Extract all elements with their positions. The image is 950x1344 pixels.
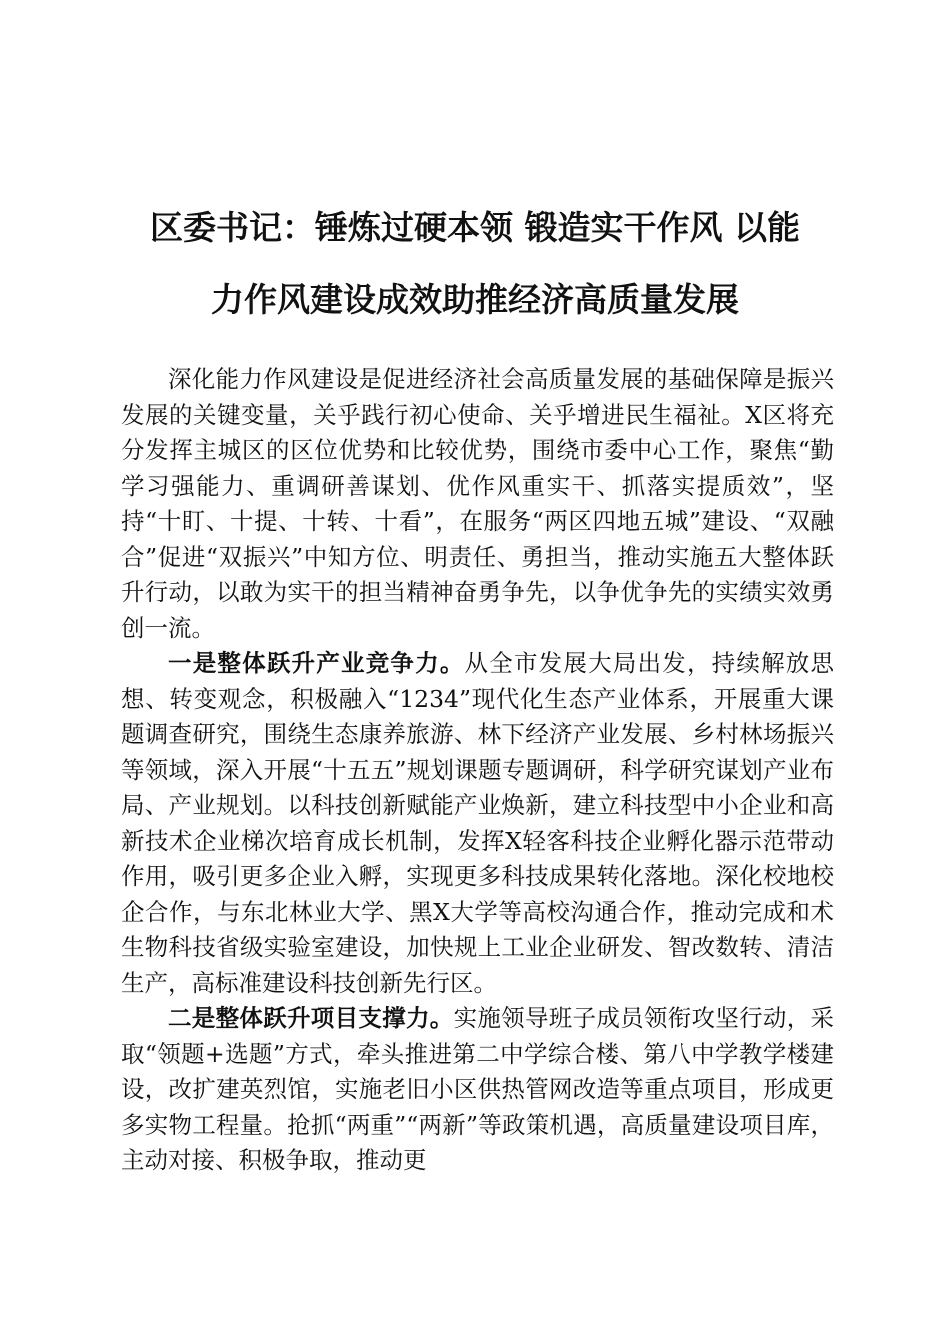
- title-line-1: 区委书记：锤炼过硬本领 锻造实干作风 以能: [150, 208, 800, 248]
- paragraph-lead: 一是整体跃升产业竞争力。: [168, 649, 465, 677]
- paragraph-text: 从全市发展大局出发，持续解放思想、转变观念，积极融入“1234”现代化生态产业体系，开展重大课题调查研究，围绕生态康养旅游、林下经济产业发展、乡村林场振兴等领域，深入开展“十五五”规划课题专题调研，科学研究谋划产业布局、产业规划。以科技创新赋能产业焕新，建立科技型中小企业和高新技术企业梯次培育成长机制，发挥X轻客科技企业孵化器示范带动作用，吸引更多企业入孵，实现更多科技成果转化落地。深化校地校企合作，与东北林业大学、黑X大学等高校沟通合作，推动完成和术生物科技省级实验室建设，加快规上工业企业研发、智改数转、清洁生产，高标准建设科技创新先行区。: [121, 649, 835, 997]
- paragraph-intro: [121, 362, 834, 646]
- title-line-2: 力作风建设成效助推经济高质量发展: [211, 280, 739, 320]
- paragraph-text: 深化能力作风建设是促进经济社会高质量发展的基础保障是振兴发展的关键变量，关乎践行初心使命、关乎增进民生福祉。X区将充分发挥主城区的区位优势和比较优势，围绕市委中心工作，聚焦“勤学习强能力、重调研善谋划、优作风重实干、抓落实提质效”，坚持“十盯、十提、十转、十看”，在服务“两区四地五城”建设、“双融合”促进“双振兴”中知方位、明责任、勇担当，推动实施五大整体跃升行动，以敢为实干的担当精神奋勇争先，以争优争先的实绩实效勇创一流。: [121, 365, 834, 642]
- paragraph-industry: [121, 646, 834, 1001]
- paragraph-text: 实施领导班子成员领衔攻坚行动，采取“领题+选题”方式，牵头推进第二中学综合楼、第八中学教学楼建设，改扩建英烈馆，实施老旧小区供热管网改造等重点项目，形成更多实物工程量。抢抓“两重”“两新”等政策机遇，高质量建设项目库，主动对接、积极争取，推动更: [121, 1004, 835, 1174]
- paragraph-lead: 二是整体跃升项目支撑力。: [168, 1004, 454, 1032]
- paragraph-projects: [121, 1001, 834, 1179]
- document-body: [121, 362, 834, 1179]
- document-title: [120, 192, 830, 336]
